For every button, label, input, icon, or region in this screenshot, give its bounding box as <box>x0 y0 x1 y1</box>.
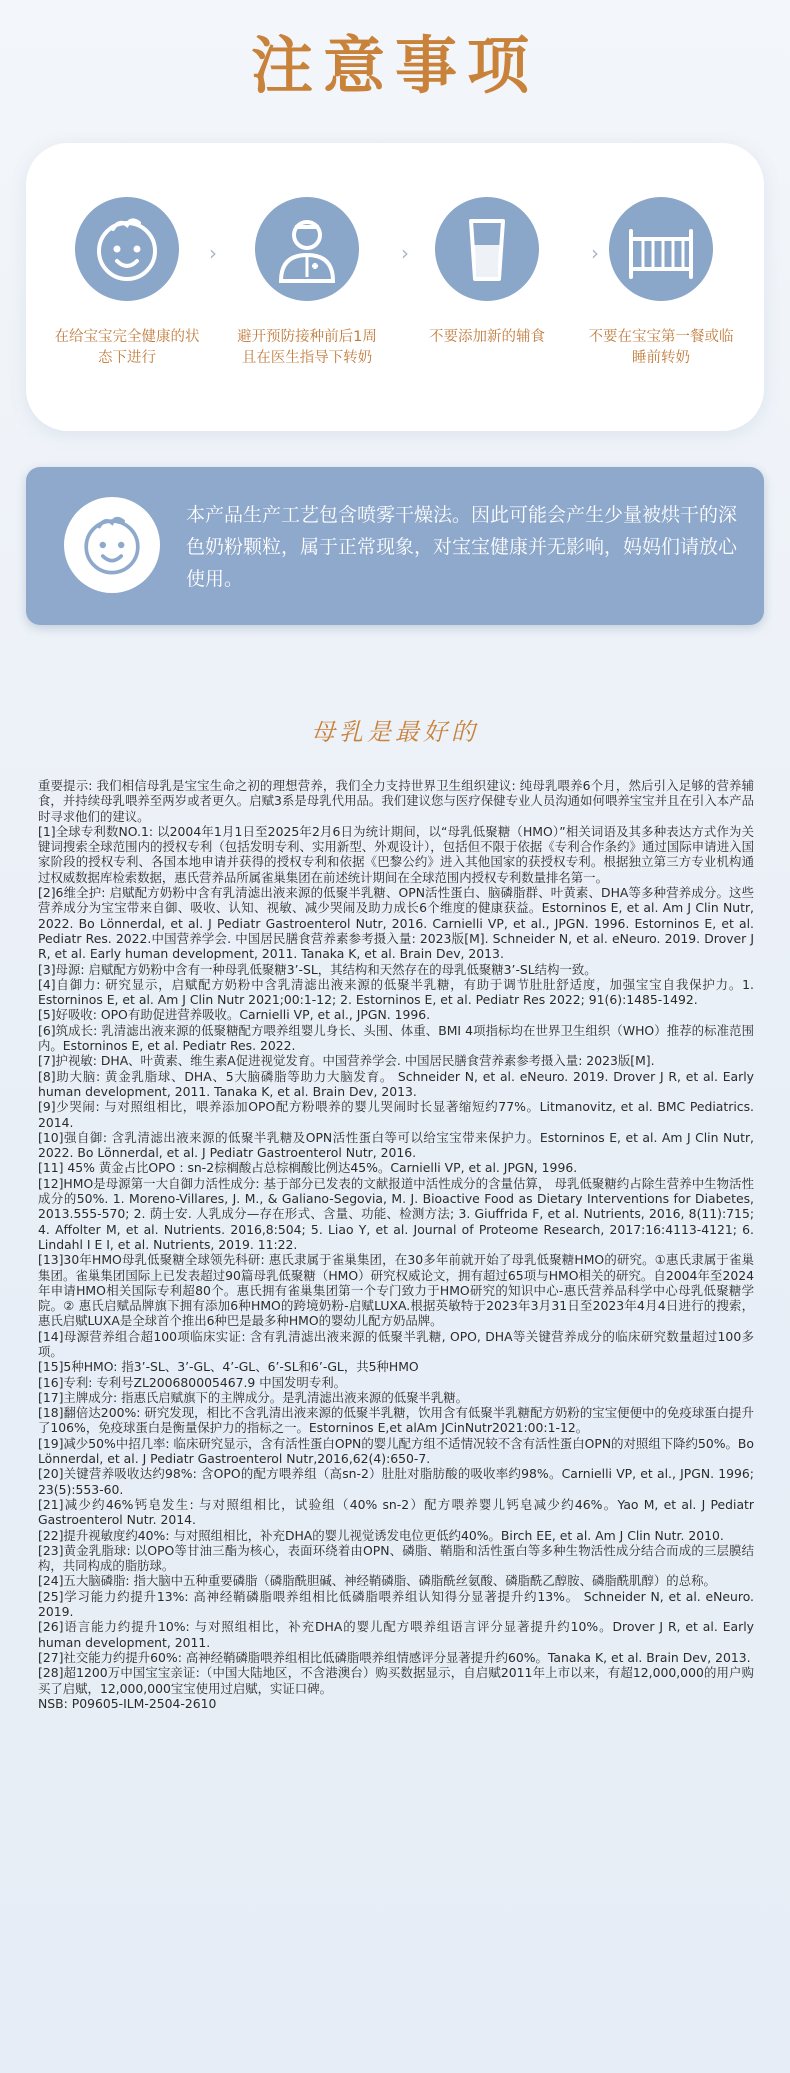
step-no-new-food <box>412 197 562 348</box>
footnote: [10]强自御: 含乳清滤出液来源的低聚半乳糖及OPN活性蛋白等可以给宝宝带来保护力。Estorninos E, et al. Am J Clin Nutr, 2022. Bo Lönnerdal, et al. J Pediatr Gastroenterol Nutr, 2016. <box>38 1129 754 1161</box>
baby-face-icon <box>75 197 179 301</box>
footnote: [21]减少约46%钙皂发生: 与对照组相比，试验组（40% sn-2）配方喂养婴儿钙皂减少约46%。Yao M, et al. J Pediatr Gastroenterol Nutr. 2014. <box>38 1496 754 1528</box>
step-not-before-meal <box>586 197 736 369</box>
footnote: [22]提升视敏度约40%: 与对照组相比，补充DHA的婴儿视觉诱发电位更低约40%。Birch EE, et al. Am J Clin Nutr. 2010. <box>38 1527 724 1543</box>
water-glass-icon <box>435 197 539 301</box>
footnote: [5]好吸收: OPO有助促进营养吸收。Carnielli VP, et al., JPGN. 1996. <box>38 1007 431 1023</box>
footnote: [6]筑成长: 乳清滤出液来源的低聚糖配方喂养组婴儿身长、头围、体重、BMI 4项指标均在世界卫生组织（WHO）推荐的标准范围内。Estorninos E, et al. Pediatr Res. 2022. <box>38 1022 754 1054</box>
footnote: [12]HMO是母源第一大自御力活性成分: 基于部分已发表的文献报道中活性成分的含量估算， 母乳低聚糖约占除生营养中生物活性成分的50%. 1. Moreno-Villares, J. M., & Galiano-Segovia, M. J. Bioactive Food as Dietary Interventions for Diabetes, 2013.555-570; 2. 荫士安. 人乳成分—存在形式、含量、功能、检测方法; 3. Giuffrida F, et al. Nutrients, 2016, 8(11):715; 4. Affolter M, et al. Nutrients. 2016,8:504; 5. Liao Y, et al. Journal of Proteome Research, 2017:16:4113-4121; 6. Lindahl I E I, et al. Nutrients, 2019. 11:22. <box>38 1175 754 1252</box>
chevron-right-icon: › <box>401 241 409 265</box>
footnote: [18]翻倍达200%: 研究发现，相比不含乳清出液来源的低聚半乳糖，饮用含有低聚半乳糖配方奶粉的宝宝便便中的免疫球蛋白提升了106%，免疫球蛋白是衡量保护力的指标之一。Estorninos E,et alAm JCinNutr2021:00:1-12。 <box>38 1405 754 1436</box>
footnote: [11] 45% 黄金占比OPO : sn-2棕榈酸占总棕榈酸比例达45%。Carnielli VP, et al. JPGN, 1996. <box>38 1160 578 1176</box>
footnote: [3]母源: 启赋配方奶粉中含有一种母乳低聚糖3’-SL，其结构和天然存在的母乳低聚糖3’-SL结构一致。 <box>38 961 597 977</box>
footnote: [4]自御力: 研究显示，启赋配方奶粉中含乳清滤出液来源的低聚半乳糖，有助于调节肚肚舒适度，加强宝宝自我保护力。1. Estorninos E, et al. Am J Clin Nutr 2021;00:1-12; 2. Estorninos E, et al. Pediatr Res 2022; 91(6):1485-1492. <box>38 976 754 1008</box>
crib-icon <box>609 197 713 301</box>
page-title: 注意事项 <box>250 29 539 102</box>
footnote: [2]6维全护: 启赋配方奶粉中含有乳清滤出液来源的低聚半乳糖、OPN活性蛋白、脑磷脂群、叶黄素、DHA等多种营养成分。这些营养成分为宝宝带来自御、吸收、认知、视敏、减少哭闹及助力成长6个维度的健康获益。Estorninos E, et al. Am J Clin Nutr, 2022. Bo Lönnerdal, et al. J Pediatr Gastroenterol Nutr, 2016. Carnielli VP, et al., JPGN. 1996. Estorninos E, et al. Pediatr Res. 2022.中国营养学会. 中国居民膳食营养素参考摄入量: 2023版[M]. Schneider N, et al. eNeuro. 2019. Drover J R, et al. Early human development, 2011. Tanaka K, et al. Brain Dev, 2013. <box>38 885 754 962</box>
footnote: [28]超1200万中国宝宝亲证:（中国大陆地区，不含港澳台）购买数据显示，自启赋2011年上市以来，有超12,000,000的用户购买了启赋，12,000,000宝宝使用过启赋，实证口碑。 <box>38 1665 754 1696</box>
breastmilk-signature: 母乳是最好的 <box>311 718 479 746</box>
footnote: [20]关键营养吸收达约98%: 含OPO的配方喂养组（高sn-2）肚肚对脂肪酸的吸收率约98%。Carnielli VP, et al., JPGN. 1996; 23(5):553-60. <box>38 1466 754 1497</box>
footnotes <box>38 778 754 1711</box>
footnote: [9]少哭闹: 与对照组相比，喂养添加OPO配方粉喂养的婴儿哭闹时长显著缩短约77%。Litmanovitz, et al. BMC Pediatrics. 2014. <box>38 1099 754 1130</box>
doctor-icon <box>255 197 359 301</box>
footnote: [17]主牌成分: 指惠氏启赋旗下的主牌成分。是乳清滤出液来源的低聚半乳糖。 <box>38 1389 469 1405</box>
step-healthy-baby <box>52 197 202 369</box>
step-caption: 不要添加新的辅食 <box>429 329 545 345</box>
precautions-card <box>26 143 764 431</box>
footnote: [16]专利: 专利号ZL200680005467.9 中国发明专利。 <box>38 1374 346 1390</box>
chevron-right-icon: › <box>591 241 599 265</box>
footnote: [19]减少50%中招几率: 临床研究显示，含有活性蛋白OPN的婴儿配方组不适情况较不含有活性蛋白OPN的对照组下降约50%。Bo Lönnerdal, et al. J Pediatr Gastroenterol Nutr,2016,62(4):650-7. <box>38 1435 754 1467</box>
step-vaccination <box>232 197 382 369</box>
notice-text: 本产品生产工艺包含喷雾干燥法。因此可能会产生少量被烘干的深色奶粉颗粒，属于正常现象，对宝宝健康并无影响，妈妈们请放心使用。 <box>186 504 738 590</box>
footnote: [13]30年HMO母乳低聚糖全球领先科研: 惠氏隶属于雀巢集团，在30多年前就开始了母乳低聚糖HMO的研究。①惠氏隶属于雀巢集团。雀巢集团国际上已发表超过90篇母乳低聚糖（HMO）研究权威论文，拥有超过65项与HMO相关的研究。自2004年至2024年申请HMO相关国际专利超80个。惠氏拥有雀巢集团第一个专门致力于HMO研究的知识中心-惠氏营养品科学中心母乳低聚糖学院。② 惠氏启赋品牌旗下拥有添加6种HMO的跨境奶粉-启赋LUXA.根据英敏特于2023年3月31日至2023年4月4日进行的搜索，惠氏启赋LUXA是全球首个推出6种巴是最多种HMO的婴幼儿配方奶品牌。 <box>38 1252 754 1329</box>
footnote: [7]护视敏: DHA、叶黄素、维生素A促进视觉发育。中国营养学会. 中国居民膳食营养素参考摄入量: 2023版[M]. <box>38 1053 655 1069</box>
footnote: [25]学习能力约提升13%: 高神经鞘磷脂喂养组相比低磷脂喂养组认知得分显著提升约13%。 Schneider N, et al. eNeuro. 2019. <box>38 1588 754 1620</box>
chevron-right-icon: › <box>209 241 217 265</box>
footnote: [26]语言能力约提升10%: 与对照组相比，补充DHA的婴儿配方喂养组语言评分显著提升约10%。Drover J R, et al. Early human development, 2011. <box>38 1619 754 1650</box>
footnote: [23]黄金乳脂球: 以OPO等甘油三酯为核心，表面环绕着由OPN、磷脂、鞘脂和活性蛋白等多种生物活性成分结合而成的三层膜结构，共同构成的脂肪球。 <box>38 1542 754 1574</box>
footnote: [1]全球专利数NO.1: 以2004年1月1日至2025年2月6日为统计期间，以“母乳低聚糖（HMO）”相关词语及其多种表达方式作为关键词搜索全球范围内的授权专利（包括发明专利、实用新型、外观设计），包括但不限于依据《专利合作条约》通过国际申请进入国家阶段的授权专利、各国本地申请并获得的授权专利和依据《巴黎公约》进入其他国家的获授权专利。根据独立第三方专业机构通过权威数据库检索数据，惠氏营养品所属雀巢集团在前述统计期间在全球范围内授权专利数量排名第一。 <box>38 823 754 885</box>
spray-drying-notice <box>26 467 764 625</box>
footnote: [27]社交能力约提升60%: 高神经鞘磷脂喂养组相比低磷脂喂养组情感评分显著提升约60%。Tanaka K, et al. Brain Dev, 2013. <box>38 1649 751 1665</box>
step-caption: 避开预防接种前后1周且在医生指导下转奶 <box>237 329 377 366</box>
step-caption: 在给宝宝完全健康的状态下进行 <box>54 329 200 366</box>
footnote: NSB: P09605-ILM-2504-2610 <box>38 1695 217 1711</box>
footnote: [15]5种HMO: 指3’-SL、3’-GL、4’-GL、6’-SL和6’-GL，共5种HMO <box>38 1359 419 1375</box>
footnote: [24]五大脑磷脂: 指大脑中五种重要磷脂（磷脂酰胆碱、神经鞘磷脂、磷脂酰丝氨酸、磷脂酰乙醇胺、磷脂酰肌醇）的总称。 <box>38 1573 716 1589</box>
footnote: [14]母源营养组合超100项临床实证: 含有乳清滤出液来源的低聚半乳糖, OPO, DHA等关键营养成分的临床研究数量超过100多项。 <box>38 1328 754 1359</box>
footnote: [8]助大脑: 黄金乳脂球、DHA、5大脑磷脂等助力大脑发育。 Schneider N, et al. eNeuro. 2019. Drover J R, et al. Early human development, 2011. Tanaka K, et al. Brain Dev, 2013. <box>38 1068 754 1099</box>
baby-face-icon <box>64 497 160 593</box>
step-caption: 不要在宝宝第一餐或临睡前转奶 <box>588 329 734 366</box>
footnote: 重要提示: 我们相信母乳是宝宝生命之初的理想营养，我们全力支持世界卫生组织建议: 纯母乳喂养6个月，然后引入足够的营养辅食，并持续母乳喂养至两岁或者更久。启赋3系是母乳代用品。我们建议您与医疗保健专业人员沟通如何喂养宝宝并且在引入本产品时寻求他们的建议。 <box>38 778 754 824</box>
